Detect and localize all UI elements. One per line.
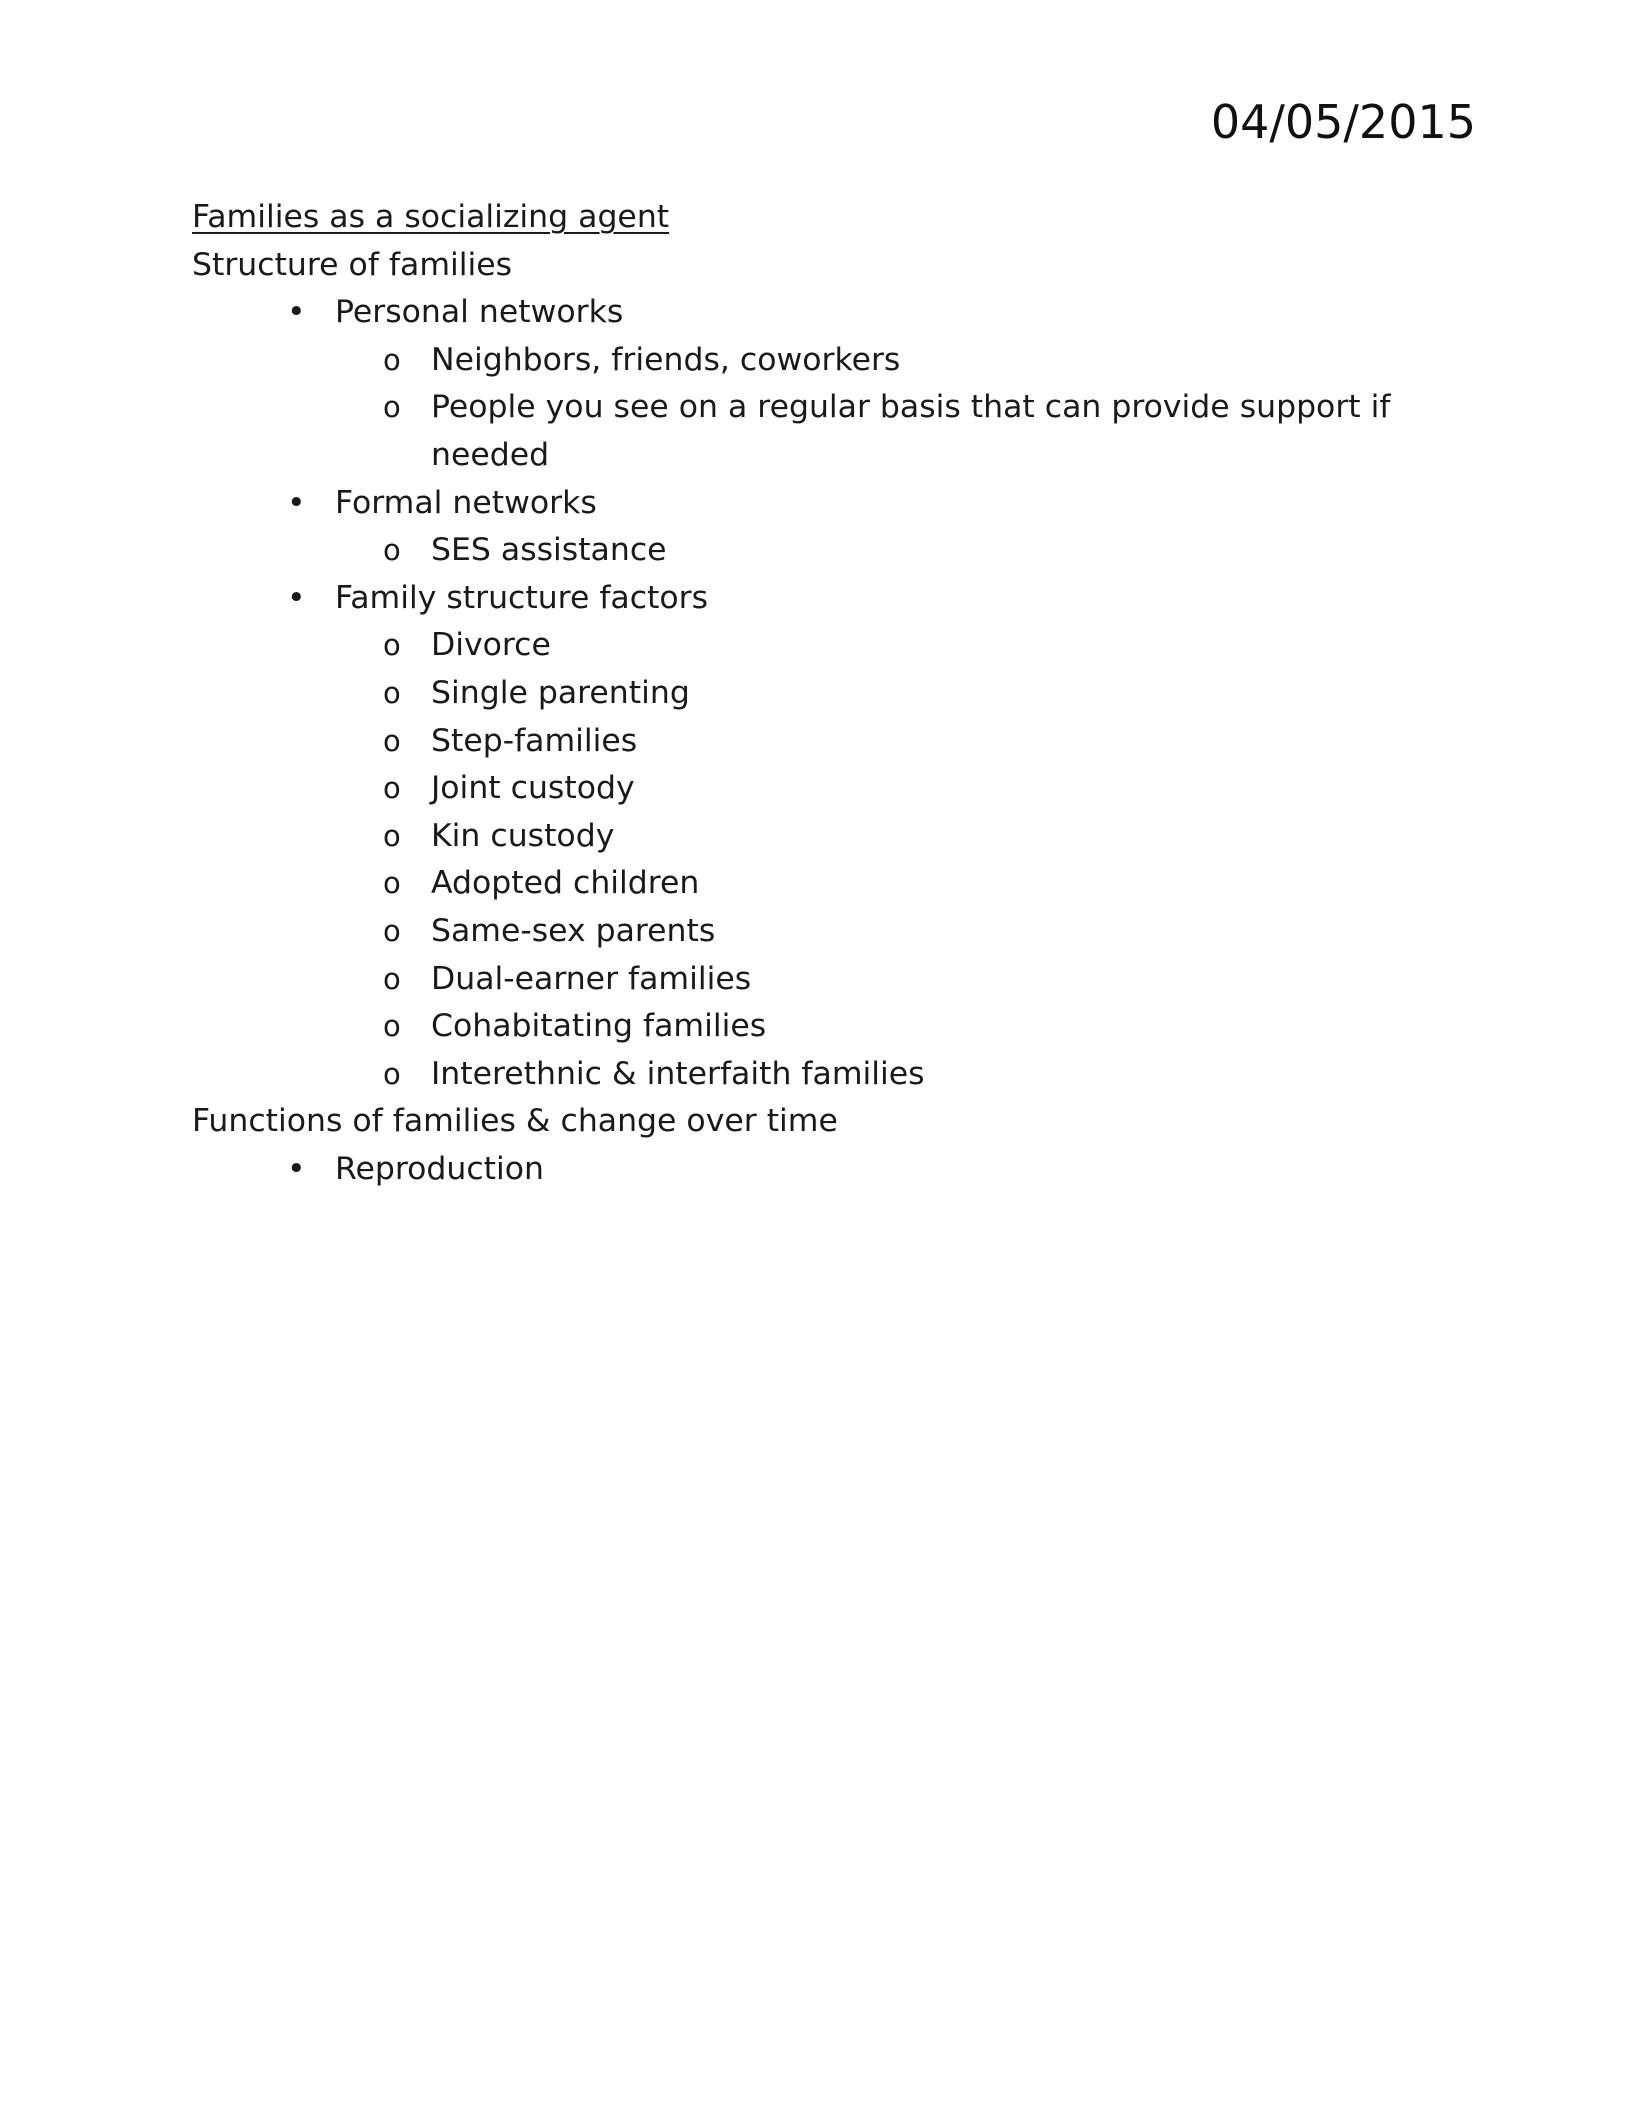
sub-list-item-label: Step-families bbox=[431, 722, 638, 759]
sub-bullet-marker: o bbox=[383, 628, 401, 663]
list-item-label: Personal networks bbox=[335, 294, 624, 331]
sub-list-item bbox=[335, 956, 1492, 1004]
sub-list-item bbox=[335, 765, 1492, 813]
sub-list-item-label: Divorce bbox=[431, 627, 551, 664]
sub-list-item bbox=[335, 813, 1492, 861]
sub-bullet-marker: o bbox=[383, 390, 401, 425]
sub-list-item bbox=[335, 622, 1492, 670]
sub-list-item bbox=[335, 1051, 1492, 1099]
sub-bullet-list bbox=[335, 337, 1492, 480]
list-item-label: Formal networks bbox=[335, 484, 597, 521]
sub-list-item-label: Interethnic & interfaith families bbox=[431, 1055, 925, 1092]
document-content bbox=[192, 194, 1492, 1193]
bullet-list bbox=[192, 289, 1492, 1098]
sub-list-item-label: People you see on a regular basis that can provide support if needed bbox=[431, 389, 1391, 473]
sub-list-item bbox=[335, 1003, 1492, 1051]
sub-list-item bbox=[335, 860, 1492, 908]
sub-list-item-label: Dual-earner families bbox=[431, 960, 752, 997]
sub-bullet-marker: o bbox=[383, 1056, 401, 1091]
sub-bullet-marker: o bbox=[383, 723, 401, 758]
section-heading: Structure of families bbox=[192, 246, 513, 283]
sub-bullet-marker: o bbox=[383, 1009, 401, 1044]
bullet-marker: • bbox=[287, 579, 306, 616]
sub-bullet-marker: o bbox=[383, 866, 401, 901]
sub-list-item-label: Cohabitating families bbox=[431, 1008, 767, 1045]
document-date: 04/05/2015 bbox=[1210, 95, 1476, 149]
bullet-marker: • bbox=[287, 294, 306, 331]
sub-bullet-marker: o bbox=[383, 961, 401, 996]
sub-list-item-label: Neighbors, friends, coworkers bbox=[431, 341, 901, 378]
sub-list-item-label: Adopted children bbox=[431, 865, 700, 902]
bullet-marker: • bbox=[287, 484, 306, 521]
sub-list-item-label: Single parenting bbox=[431, 674, 690, 711]
sub-list-item-label: Same-sex parents bbox=[431, 912, 716, 949]
list-item-label: Reproduction bbox=[335, 1150, 544, 1187]
list-item bbox=[192, 289, 1492, 479]
sub-bullet-marker: o bbox=[383, 818, 401, 853]
sub-bullet-marker: o bbox=[383, 675, 401, 710]
sub-bullet-list bbox=[335, 622, 1492, 1098]
sub-list-item-label: Kin custody bbox=[431, 817, 615, 854]
document-title: Families as a socializing agent bbox=[192, 199, 670, 235]
sub-bullet-marker: o bbox=[383, 533, 401, 568]
list-item bbox=[192, 575, 1492, 1099]
sub-list-item bbox=[335, 908, 1492, 956]
sub-list-item bbox=[335, 670, 1492, 718]
sub-list-item bbox=[335, 337, 1492, 385]
sub-list-item bbox=[335, 384, 1492, 479]
sub-bullet-marker: o bbox=[383, 771, 401, 806]
bullet-marker: • bbox=[287, 1150, 306, 1187]
bullet-list bbox=[192, 1146, 1492, 1194]
sub-list-item-label: Joint custody bbox=[431, 770, 635, 807]
section-heading: Functions of families & change over time bbox=[192, 1103, 838, 1140]
sub-bullet-marker: o bbox=[383, 342, 401, 377]
sub-bullet-marker: o bbox=[383, 913, 401, 948]
sub-list-item-label: SES assistance bbox=[431, 532, 667, 569]
list-item bbox=[192, 480, 1492, 575]
sub-list-item bbox=[335, 718, 1492, 766]
sub-bullet-list bbox=[335, 527, 1492, 575]
list-item-label: Family structure factors bbox=[335, 579, 709, 616]
sub-list-item bbox=[335, 527, 1492, 575]
list-item bbox=[192, 1146, 1492, 1194]
